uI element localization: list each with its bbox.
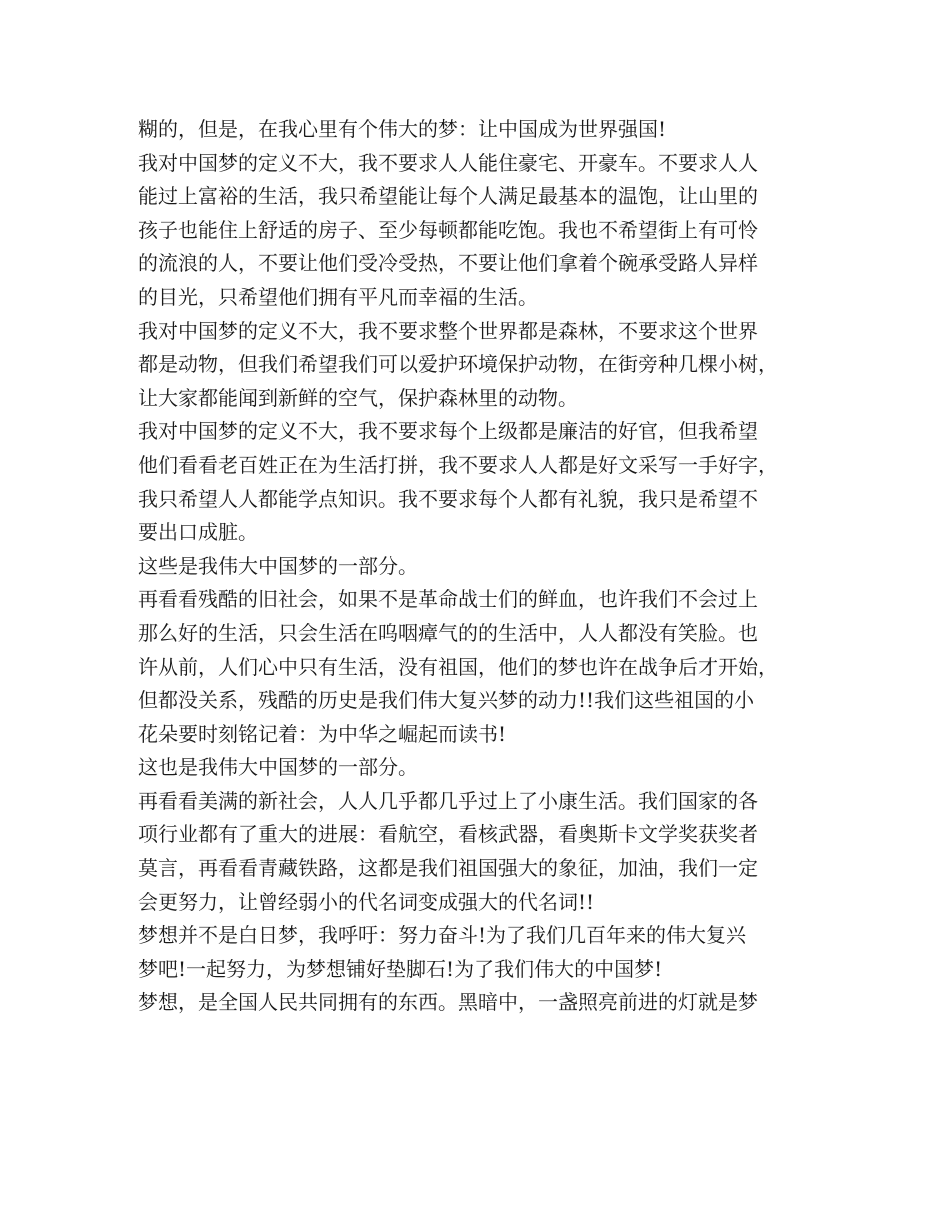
text-line: 我只希望人人都能学点知识。我不要求每个人都有礼貌，我只是希望不 xyxy=(138,486,758,511)
text-line: 花朵要时刻铭记着：为中华之崛起而读书! xyxy=(138,721,507,746)
text-line: 这也是我伟大中国梦的一部分。 xyxy=(138,755,418,780)
text-line: 项行业都有了重大的进展：看航空，看核武器，看奥斯卡文学奖获奖者 xyxy=(138,822,758,847)
text-line: 那么好的生活，只会生活在呜咽瘴气的的生活中，人人都没有笑脸。也 xyxy=(138,620,758,645)
text-line: 但都没关系，残酷的历史是我们伟大复兴梦的动力!!我们这些祖国的小 xyxy=(138,688,755,713)
text-line: 让大家都能闻到新鲜的空气，保护森林里的动物。 xyxy=(138,385,578,410)
text-line: 的流浪的人，不要让他们受冷受热，不要让他们拿着个碗承受路人异样 xyxy=(138,251,758,276)
text-line: 要出口成脏。 xyxy=(138,520,258,545)
text-line: 梦想，是全国人民共同拥有的东西。黑暗中，一盏照亮前进的灯就是梦 xyxy=(138,990,758,1015)
text-line: 我对中国梦的定义不大，我不要求人人能住豪宅、开豪车。不要求人人 xyxy=(138,150,758,175)
text-line: 孩子也能住上舒适的房子、至少每顿都能吃饱。我也不希望街上有可怜 xyxy=(138,217,758,242)
text-line: 梦想并不是白日梦，我呼吁：努力奋斗!为了我们几百年来的伟大复兴 xyxy=(138,923,747,948)
text-line: 的目光，只希望他们拥有平凡而幸福的生活。 xyxy=(138,284,538,309)
text-line: 糊的，但是，在我心里有个伟大的梦：让中国成为世界强国! xyxy=(138,117,667,141)
text-line: 这些是我伟大中国梦的一部分。 xyxy=(138,553,418,578)
text-line: 我对中国梦的定义不大，我不要求每个上级都是廉洁的好官，但我希望 xyxy=(138,419,758,444)
text-line: 再看看美满的新社会，人人几乎都几乎过上了小康生活。我们国家的各 xyxy=(138,788,758,813)
text-line: 莫言，再看看青藏铁路，这都是我们祖国强大的象征，加油，我们一定 xyxy=(138,856,758,881)
text-line: 梦吧!一起努力，为梦想铺好垫脚石!为了我们伟大的中国梦! xyxy=(138,956,663,981)
text-line: 再看看残酷的旧社会，如果不是革命战士们的鲜血，也许我们不会过上 xyxy=(138,587,758,612)
text-line: 他们看看老百姓正在为生活打拼，我不要求人人都是好文采写一手好字， xyxy=(138,452,778,477)
text-line: 我对中国梦的定义不大，我不要求整个世界都是森林，不要求这个世界 xyxy=(138,318,758,343)
text-line: 能过上富裕的生活，我只希望能让每个人满足最基本的温饱，让山里的 xyxy=(138,184,758,209)
text-line: 都是动物，但我们希望我们可以爱护环境保护动物，在街旁种几棵小树， xyxy=(138,352,778,377)
text-line: 许从前，人们心中只有生活，没有祖国，他们的梦也许在战争后才开始， xyxy=(138,654,778,679)
body-text xyxy=(138,113,828,1020)
text-line: 会更努力，让曾经弱小的代名词变成强大的代名词!! xyxy=(138,889,595,914)
